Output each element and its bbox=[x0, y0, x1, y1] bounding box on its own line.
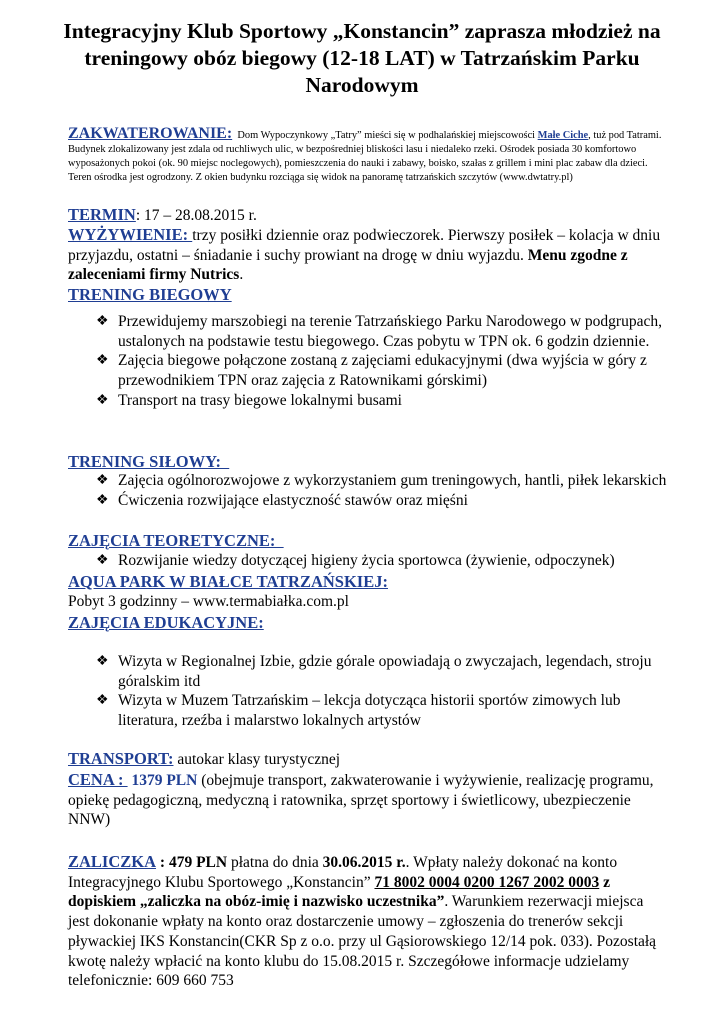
deposit-amount: : 479 PLN bbox=[156, 854, 228, 871]
theory-section bbox=[68, 531, 668, 551]
price-section bbox=[68, 770, 668, 830]
meals-end: . bbox=[239, 266, 244, 284]
price-heading: CENA : bbox=[68, 770, 128, 789]
list-item-text: Transport na trasy biegowe lokalnymi busami bbox=[118, 391, 402, 409]
transfer-note: z dopiskiem „zaliczka na obóz-imię i nazwisko uczestnika” bbox=[68, 873, 610, 911]
diamond-bullet-icon: ❖ bbox=[96, 654, 109, 669]
theory-list bbox=[92, 551, 692, 571]
list-item bbox=[92, 351, 672, 390]
list-item bbox=[92, 471, 672, 491]
page-title: Integracyjny Klub Sportowy „Konstancin” zaprasza młodzież na treningowy obóz biegowy (12-18 LAT) w Tatrzańskim Parku Narodowym bbox=[63, 19, 661, 97]
list-item bbox=[92, 391, 672, 411]
meals-heading: WYŻYWIENIE: bbox=[68, 225, 193, 244]
diamond-bullet-icon: ❖ bbox=[96, 473, 109, 488]
diamond-bullet-icon: ❖ bbox=[96, 392, 109, 408]
male-ciche-link[interactable]: Małe Ciche bbox=[537, 130, 589, 141]
education-list-wrap bbox=[92, 652, 672, 731]
strength-training-list-wrap bbox=[92, 471, 672, 510]
theory-heading: ZAJĘCIA TEORETYCZNE: bbox=[68, 531, 284, 550]
aqua-park-heading: AQUA PARK W BIAŁCE TATRZAŃSKIEJ: bbox=[68, 572, 388, 591]
running-training-list bbox=[92, 312, 672, 411]
transport-text: autokar klasy turystycznej bbox=[173, 751, 341, 768]
accommodation-heading: ZAKWATEROWANIE: bbox=[68, 125, 233, 142]
deposit-section bbox=[68, 852, 668, 991]
deposit-date: 30.06.2015 r. bbox=[322, 854, 406, 871]
aqua-park-section bbox=[68, 572, 668, 611]
transport-heading: TRANSPORT: bbox=[68, 749, 174, 768]
date-value: : 17 – 28.08.2015 r. bbox=[135, 207, 257, 224]
diamond-bullet-icon: ❖ bbox=[96, 553, 109, 568]
education-list bbox=[92, 652, 672, 731]
transport-section bbox=[68, 749, 668, 770]
price-text: (obejmuje transport, zakwaterowanie i wyżywienie, realizację programu, opiekę pedagogiczną, medyczną i ratownika, sprzęt sportowy i świetlicowy, ubezpieczenie NNW) bbox=[68, 772, 654, 829]
accommodation-text-a: Dom Wypoczynkowy „Tatry” mieści się w podhalańskiej miejscowości bbox=[237, 130, 538, 141]
list-item bbox=[92, 551, 692, 571]
list-item bbox=[92, 491, 672, 511]
list-item-text: Ćwiczenia rozwijające elastyczność stawów oraz mięśni bbox=[118, 491, 468, 509]
date-section bbox=[68, 205, 668, 226]
accommodation-text-b: , tuż pod Tatrami. Budynek zlokalizowany jest zdala od ruchliwych ulic, w bezpośredniej bliskości lasu i niedaleko rzeki. Ośrodek posiada 30 komfortowo wyposażonych pokoi (ok. 90 miejsc noclegowych), pomieszczenia do nauki i zabawy, boisko, szałas z grillem i mini plac zabaw dla dzieci. Teren ośrodka jest ogrodzony. Z okien budynku rozciąga się widok na panoramę tatrzańskich szczytów (www.dwtatry.pl) bbox=[68, 130, 662, 183]
meals-menu-note: Menu zgodne z zaleceniami firmy Nutrics bbox=[68, 246, 628, 284]
strength-training-heading: TRENING SIŁOWY: bbox=[68, 452, 230, 471]
list-item-text: Wizyta w Muzem Tatrzańskim – lekcja dotycząca historii sportów zimowych lub literatura, rzeźba i malarstwo lokalnych artystów bbox=[118, 692, 621, 730]
list-item-text: Rozwijanie wiedzy dotyczącej higieny życia sportowca (żywienie, odpoczynek) bbox=[118, 552, 615, 569]
deposit-text-3: . Warunkiem rezerwacji miejsca jest dokonanie wpłaty na konto oraz dostarczenie umowy – zgłoszenia do trenerów sekcji pływackiej IKS Konstancin(CKR Sp z o.o. przy ul Gąsiorowskiego 12/14 pok. 033). Pozostałą kwotę należy wpłacić na konto klubu do 15.08.2015 r. Szczegółowe informacje udzielamy telefonicznie: 609 660 753 bbox=[68, 893, 657, 990]
meals-text: trzy posiłki dziennie oraz podwieczorek. Pierwszy posiłek – kolacja w dniu przyjazdu, ostatni – śniadanie i suchy prowiant na drogę w dniu wyjazdu. bbox=[68, 227, 661, 264]
education-section bbox=[68, 613, 668, 633]
diamond-bullet-icon: ❖ bbox=[96, 693, 109, 709]
diamond-bullet-icon: ❖ bbox=[96, 492, 109, 508]
strength-training-section bbox=[68, 452, 668, 472]
deposit-text-2: . Wpłaty należy dokonać na konto Integracyjnego Klubu Sportowego „Konstancin” bbox=[68, 854, 618, 891]
diamond-bullet-icon: ❖ bbox=[96, 353, 109, 369]
list-item bbox=[92, 312, 672, 351]
list-item bbox=[92, 652, 672, 691]
strength-training-list bbox=[92, 471, 672, 510]
aqua-park-text: Pobyt 3 godzinny – www.termabiałka.com.pl bbox=[68, 592, 349, 610]
theory-list-wrap bbox=[92, 551, 692, 571]
list-item-text: Zajęcia ogólnorozwojowe z wykorzystaniem gum treningowych, hantli, piłek lekarskich bbox=[118, 472, 667, 489]
accommodation-section bbox=[68, 127, 668, 185]
meals-section bbox=[68, 225, 668, 285]
bank-account-number: 71 8002 0004 0200 1267 2002 0003 bbox=[374, 873, 600, 891]
running-training-heading: TRENING BIEGOWY bbox=[68, 285, 232, 304]
list-item-text: Wizyta w Regionalnej Izbie, gdzie górale opowiadają o zwyczajach, legendach, stroju góralskim itd bbox=[118, 653, 652, 690]
deposit-text-1: płatna do dnia bbox=[227, 854, 323, 871]
list-item-text: Zajęcia biegowe połączone zostaną z zajęciami edukacyjnymi (dwa wyjścia w góry z przewodnikiem TPN oraz zajęcia z Ratownikami górskimi) bbox=[118, 352, 647, 390]
price-value: 1379 PLN bbox=[127, 772, 198, 789]
education-heading: ZAJĘCIA EDUKACYJNE: bbox=[68, 613, 264, 632]
list-item bbox=[92, 691, 672, 730]
date-heading: TERMIN bbox=[68, 205, 136, 224]
list-item-text: Przewidujemy marszobiegi na terenie Tatrzańskiego Parku Narodowego w podgrupach, ustalonych na podstawie testu biegowego. Czas pobytu w TPN ok. 6 godzin dziennie. bbox=[118, 313, 662, 350]
deposit-heading: ZALICZKA bbox=[68, 852, 157, 871]
diamond-bullet-icon: ❖ bbox=[96, 314, 109, 329]
running-training-list-wrap bbox=[92, 312, 672, 411]
running-training-section bbox=[68, 285, 668, 305]
